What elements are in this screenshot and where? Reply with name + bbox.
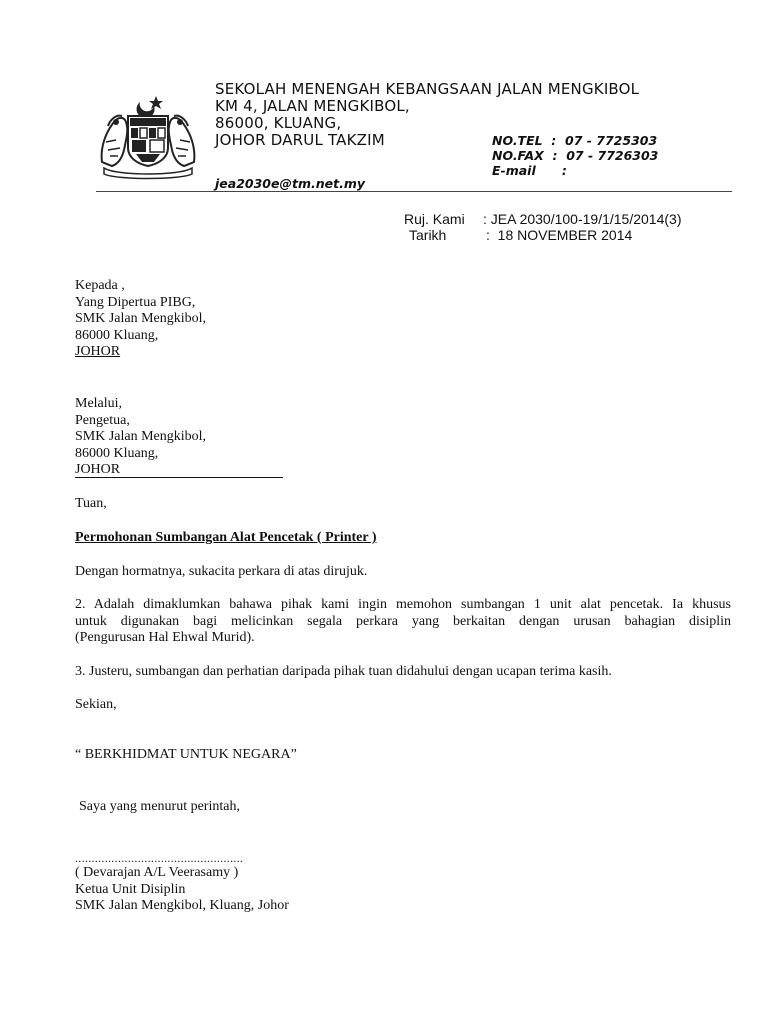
address-line-1: KM 4, JALAN MENGKIBOL,	[215, 97, 410, 115]
tarikh-value: : 18 NOVEMBER 2014	[486, 227, 633, 243]
via-line-1: Pengetua,	[75, 412, 130, 428]
recipient-line-1: Yang Dipertua PIBG,	[75, 294, 196, 310]
via-line-3: 86000 Kluang,	[75, 445, 159, 461]
melalui-label: Melalui,	[75, 396, 123, 411]
via-block	[75, 396, 283, 479]
recipient-line-4: JOHOR	[75, 344, 121, 359]
recipient-line-2: SMK Jalan Mengkibol,	[75, 311, 207, 326]
paragraph-2	[75, 597, 731, 647]
signatory-name: ( Devarajan A/L Veerasamy )	[75, 865, 239, 880]
via-line-2: SMK Jalan Mengkibol,	[75, 429, 207, 444]
recipient-line-3: 86000 Kluang,	[75, 327, 159, 343]
school-name: SEKOLAH MENENGAH KEBANGSAAN JALAN MENGKIBOL	[215, 80, 640, 98]
signature-dots: ...................................................	[75, 851, 244, 865]
para2-line-2: untuk digunakan bagi melicinkan segala perkara yang berkaitan dengan urusan bahagian disiplin	[75, 613, 731, 629]
ruj-value: : JEA 2030/100-19/1/15/2014(3)	[483, 211, 682, 227]
signatory-school: SMK Jalan Mengkibol, Kluang, Johor	[75, 898, 289, 913]
motto: “ BERKHIDMAT UNTUK NEGARA”	[75, 747, 297, 762]
kepada-label: Kepada ,	[75, 278, 125, 293]
signatory-title: Ketua Unit Disiplin	[75, 881, 186, 897]
email-label: E-mail :	[492, 163, 567, 178]
via-line-4: JOHOR	[75, 463, 283, 478]
coat-of-arms-logo	[96, 92, 200, 180]
tel-number: NO.TEL : 07 - 7725303	[492, 133, 658, 148]
address-line-3: JOHOR DARUL TAKZIM	[215, 131, 385, 149]
salutation: Tuan,	[75, 496, 107, 511]
para2-line-3: (Pengurusan Hal Ehwal Murid).	[75, 630, 255, 645]
tarikh-label: Tarikh	[409, 227, 447, 243]
signatory-block	[75, 865, 289, 915]
paragraph-3: 3. Justeru, sumbangan dan perhatian daripada pihak tuan didahului dengan ucapan terima kasih.	[75, 664, 612, 679]
opening-line: Dengan hormatnya, sukacita perkara di atas dirujuk.	[75, 564, 368, 579]
letterhead-divider	[96, 191, 732, 192]
address-line-2: 86000, KLUANG,	[215, 114, 342, 132]
obey-line: Saya yang menurut perintah,	[79, 799, 240, 814]
closing-line: Sekian,	[75, 697, 117, 712]
recipient-block	[75, 278, 206, 361]
fax-number: NO.FAX : 07 - 7726303	[492, 148, 659, 163]
para2-line-1: 2. Adalah dimaklumkan bahawa pihak kami ingin memohon sumbangan 1 unit alat pencetak. Ia khusus	[75, 597, 731, 612]
email-address: jea2030e@tm.net.my	[215, 176, 365, 191]
subject-line: Permohonan Sumbangan Alat Pencetak ( Printer )	[75, 530, 377, 545]
ruj-label: Ruj. Kami	[404, 211, 465, 227]
